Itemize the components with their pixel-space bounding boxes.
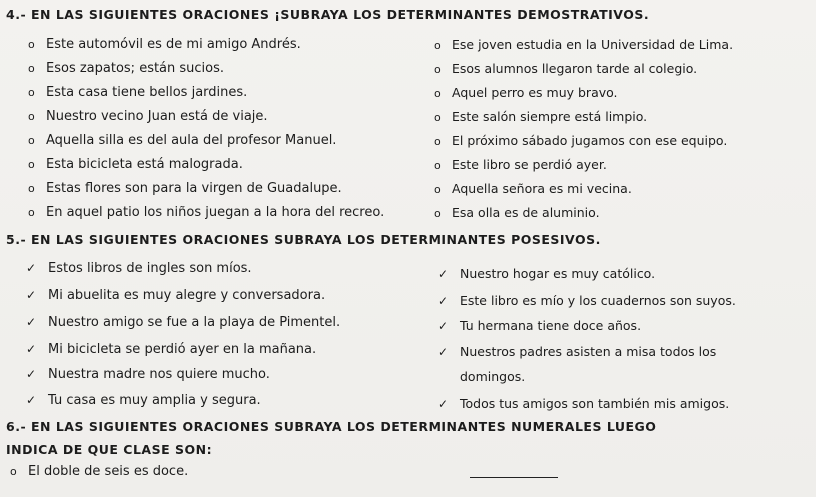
- list-item-continuation: domingos.: [460, 369, 526, 384]
- list-item: ✓ Nuestro hogar es muy católico.: [438, 266, 656, 281]
- bullet-icon: o: [28, 206, 35, 219]
- bullet-icon: o: [434, 87, 441, 100]
- list-item: ✓ Estos libros de ingles son míos.: [26, 261, 252, 276]
- section-5-heading: 5.- EN LAS SIGUIENTES ORACIONES SUBRAYA LOS DETERMINANTES POSESIVOS.: [6, 232, 601, 247]
- list-item: ✓ Todos tus amigos son también mis amigos.: [438, 396, 730, 411]
- list-item: o Esos zapatos; están sucios.: [28, 61, 225, 76]
- bullet-icon: o: [28, 86, 35, 99]
- section-4-heading: 4.- EN LAS SIGUIENTES ORACIONES ¡SUBRAYA LOS DETERMINANTES DEMOSTRATIVOS.: [6, 7, 650, 22]
- list-item: o Aquel perro es muy bravo.: [434, 85, 618, 100]
- list-item: ✓ Mi bicicleta se perdió ayer en la mañana.: [26, 342, 317, 357]
- bullet-icon: o: [28, 62, 35, 75]
- list-item: o Estas flores son para la virgen de Guadalupe.: [28, 181, 342, 196]
- answer-blank-line[interactable]: [470, 477, 558, 478]
- list-item: o Aquella señora es mi vecina.: [434, 181, 632, 196]
- bullet-icon: o: [434, 63, 441, 76]
- list-item: o El doble de seis es doce.: [10, 464, 189, 479]
- checkmark-icon: ✓: [26, 288, 37, 302]
- list-item: o Esos alumnos llegaron tarde al colegio.: [434, 61, 698, 76]
- list-item: o Este salón siempre está limpio.: [434, 109, 648, 124]
- list-item: o El próximo sábado jugamos con ese equipo.: [434, 133, 728, 148]
- bullet-icon: o: [28, 134, 35, 147]
- list-item: o Ese joven estudia en la Universidad de Lima.: [434, 37, 734, 52]
- checkmark-icon: ✓: [26, 261, 37, 275]
- list-item: o Esta bicicleta está malograda.: [28, 157, 243, 172]
- checkmark-icon: ✓: [438, 294, 449, 308]
- list-item: ✓ Este libro es mío y los cuadernos son suyos.: [438, 293, 736, 308]
- list-item: ✓ Tu casa es muy amplia y segura.: [26, 393, 261, 408]
- list-item: ✓ Mi abuelita es muy alegre y conversadora.: [26, 288, 326, 303]
- list-item: o Esa olla es de aluminio.: [434, 205, 600, 220]
- section-6-heading: 6.- EN LAS SIGUIENTES ORACIONES SUBRAYA LOS DETERMINANTES NUMERALES LUEGO: [6, 419, 657, 434]
- list-item: o Este automóvil es de mi amigo Andrés.: [28, 37, 301, 52]
- bullet-icon: o: [28, 38, 35, 51]
- list-item: o Nuestro vecino Juan está de viaje.: [28, 109, 268, 124]
- checkmark-icon: ✓: [438, 267, 449, 281]
- bullet-icon: o: [434, 135, 441, 148]
- bullet-icon: o: [28, 182, 35, 195]
- list-item: o Este libro se perdió ayer.: [434, 157, 607, 172]
- bullet-icon: o: [434, 111, 441, 124]
- bullet-icon: o: [434, 159, 441, 172]
- list-item: ✓ Nuestros padres asisten a misa todos los: [438, 344, 717, 359]
- bullet-icon: o: [28, 158, 35, 171]
- checkmark-icon: ✓: [438, 319, 449, 333]
- checkmark-icon: ✓: [26, 315, 37, 329]
- bullet-icon: o: [10, 465, 17, 478]
- bullet-icon: o: [434, 207, 441, 220]
- list-item: o Aquella silla es del aula del profesor Manuel.: [28, 133, 337, 148]
- list-item: o Esta casa tiene bellos jardines.: [28, 85, 248, 100]
- list-item: ✓ Tu hermana tiene doce años.: [438, 318, 642, 333]
- checkmark-icon: ✓: [438, 345, 449, 359]
- section-6-heading-line2: INDICA DE QUE CLASE SON:: [6, 442, 213, 457]
- bullet-icon: o: [28, 110, 35, 123]
- checkmark-icon: ✓: [26, 367, 37, 381]
- list-item: ✓ Nuestro amigo se fue a la playa de Pimentel.: [26, 315, 341, 330]
- list-item: ✓ Nuestra madre nos quiere mucho.: [26, 367, 270, 382]
- bullet-icon: o: [434, 39, 441, 52]
- list-item: o En aquel patio los niños juegan a la hora del recreo.: [28, 205, 385, 220]
- checkmark-icon: ✓: [26, 342, 37, 356]
- bullet-icon: o: [434, 183, 441, 196]
- checkmark-icon: ✓: [438, 397, 449, 411]
- checkmark-icon: ✓: [26, 393, 37, 407]
